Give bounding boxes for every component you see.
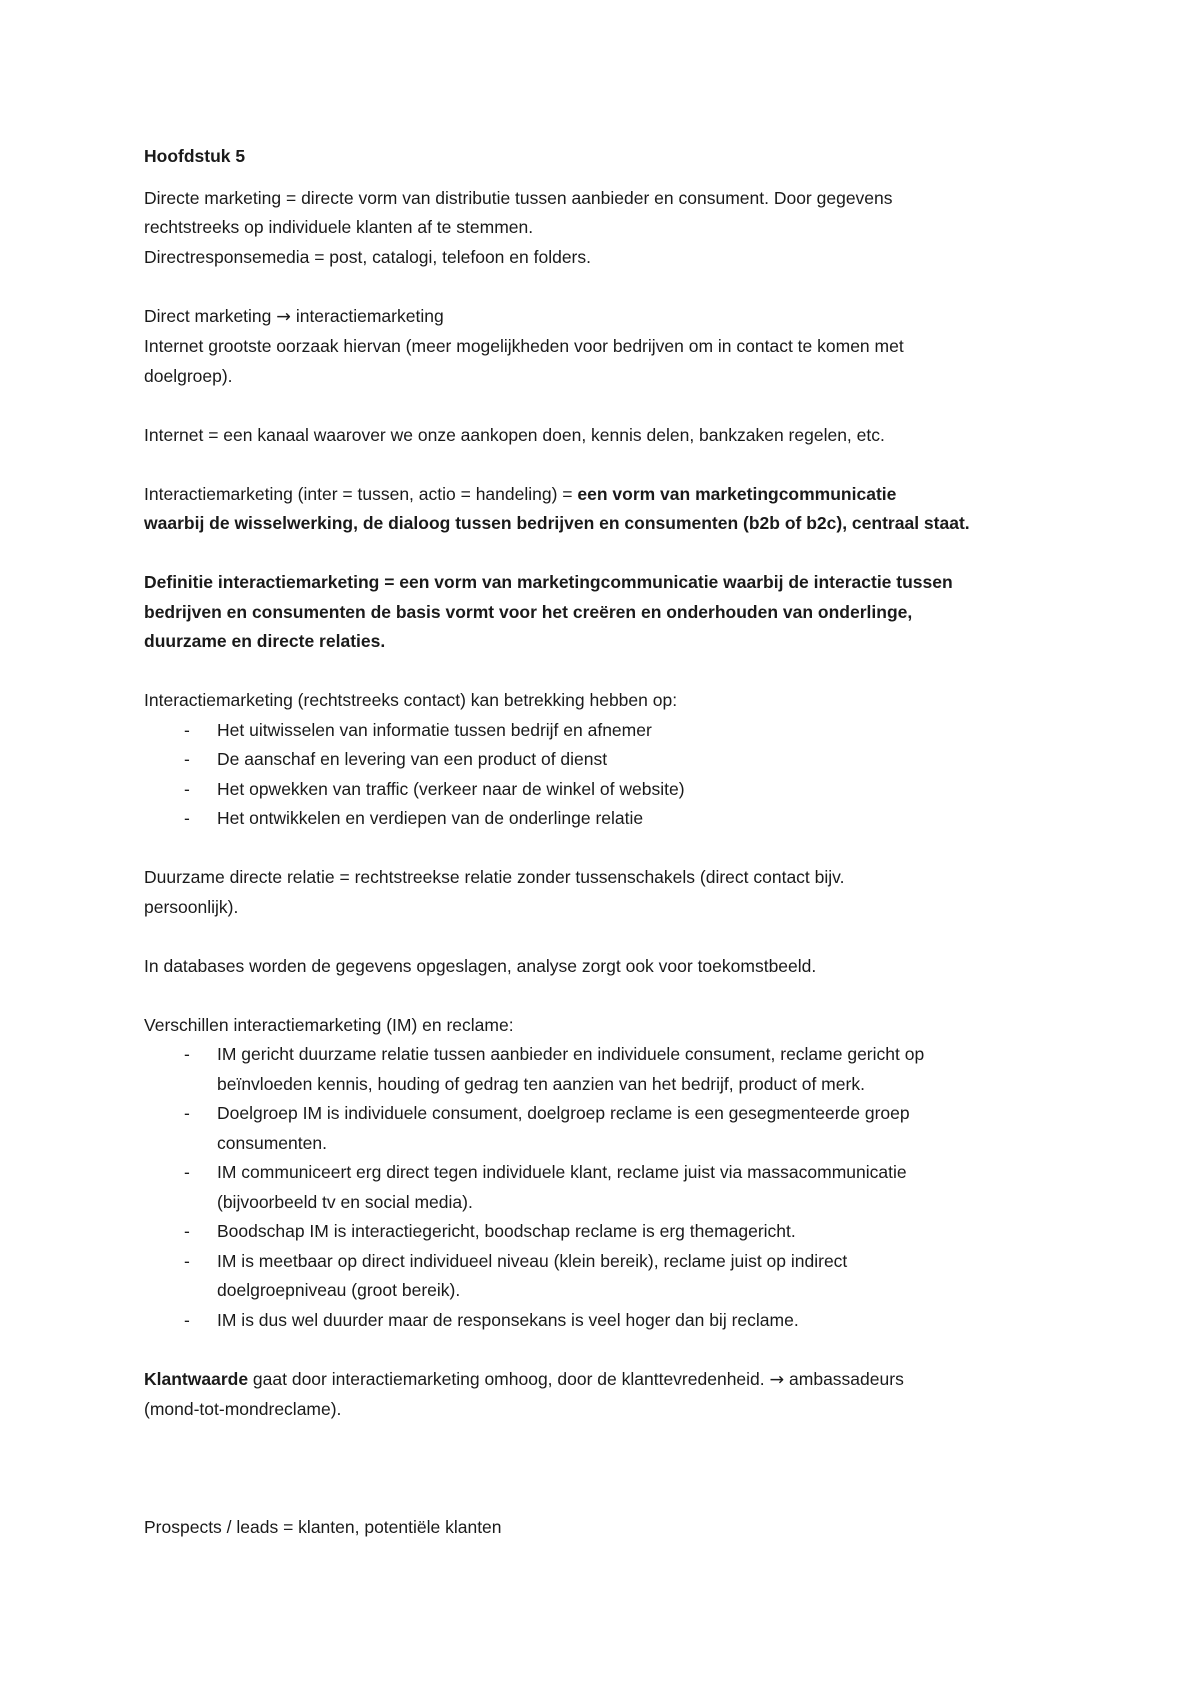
list-item-line: consumenten. [217,1132,327,1153]
list-item-text: Het ontwikkelen en verdiepen van de onderlinge relatie [217,808,644,828]
dash-bullet: - [184,1162,190,1182]
paragraph-definition [144,568,1100,657]
arrow-right-icon: → [769,1369,785,1390]
list-item-line: Boodschap IM is interactiegericht, boodschap reclame is erg themagericht. [217,1221,796,1241]
paragraph-prospects: Prospects / leads = klanten, potentiële klanten [144,1516,502,1537]
list-item [144,1158,1100,1217]
bold-text-line: waarbij de wisselwerking, de dialoog tussen bedrijven en consumenten (b2b of b2c), centraal staat. [144,513,970,533]
list-item [144,1099,1100,1158]
text-line: (mond-tot-mondreclame). [144,1399,342,1419]
dash-bullet: - [184,808,190,828]
dash-bullet: - [184,1309,190,1330]
spacer [144,172,1100,184]
paragraph-duurzame-relatie [144,863,1100,922]
paragraph-contact-list [144,686,1100,834]
text-span: interactiemarketing [295,305,444,326]
paragraph-im-vs-reclame [144,1011,1100,1336]
dash-bullet: - [184,1103,190,1123]
paragraph-direct-to-interaction [144,302,1100,392]
list-item [144,716,1100,746]
text-span: Direct marketing [144,305,272,326]
text-line: rechtstreeks op individuele klanten af te stemmen. [144,217,534,237]
spacer [144,539,1100,569]
chapter-heading: Hoofdstuk 5 [144,146,246,166]
text-line: Definitie interactiemarketing = een vorm van marketingcommunicatie waarbij de interactie tussen [144,572,953,592]
text-line: bedrijven en consumenten de basis vormt voor het creëren en onderhouden van onderlinge, [144,601,913,622]
bold-text: Klantwaarde [144,1368,249,1389]
text-line: doelgroep). [144,365,233,386]
list-item-line: beïnvloeden kennis, houding of gedrag ten aanzien van het bedrijf, product of merk. [217,1073,865,1094]
dash-list [144,1040,1100,1335]
text-line [144,480,1100,510]
dash-bullet: - [184,1221,190,1241]
list-item [144,1247,1100,1306]
dash-bullet: - [184,1044,190,1064]
paragraph-direct-marketing [144,184,1100,273]
list-item-text: Het opwekken van traffic (verkeer naar de winkel of website) [217,778,685,799]
paragraph-databases: In databases worden de gegevens opgeslagen, analyse zorgt ook voor toekomstbeeld. [144,955,817,976]
list-intro: Interactiemarketing (rechtstreeks contact) kan betrekking hebben op: [144,690,678,710]
spacer [144,981,1100,1011]
text-line: duurzame en directe relaties. [144,631,386,651]
spacer [144,391,1100,421]
list-item [144,1306,1100,1336]
list-item-line: IM is meetbaar op direct individueel niveau (klein bereik), reclame juist op indirect [217,1250,848,1271]
bold-text: een vorm van marketingcommunicatie [577,483,897,504]
list-item-line: Doelgroep IM is individuele consument, doelgroep reclame is een gesegmenteerde groep [217,1103,910,1123]
text-line [144,302,1100,333]
list-item-line: doelgroepniveau (groot bereik). [217,1280,461,1300]
spacer [144,657,1100,687]
dash-list [144,716,1100,834]
list-intro: Verschillen interactiemarketing (IM) en reclame: [144,1014,514,1035]
spacer [144,450,1100,480]
dash-bullet: - [184,1250,190,1271]
paragraph-internet: Internet = een kanaal waarover we onze aankopen doen, kennis delen, bankzaken regelen, etc. [144,424,885,445]
dash-bullet: - [184,778,190,799]
spacer [144,272,1100,302]
text-line [144,1365,1100,1396]
text-line: Internet grootste oorzaak hiervan (meer mogelijkheden voor bedrijven om in contact te komen met [144,336,904,356]
list-item-line: IM is dus wel duurder maar de responsekans is veel hoger dan bij reclame. [217,1309,799,1330]
paragraph-interactiemarketing [144,480,1100,539]
list-item [144,745,1100,775]
spacer [144,922,1100,952]
list-item-text: Het uitwisselen van informatie tussen bedrijf en afnemer [217,719,652,740]
spacer [144,834,1100,864]
dash-bullet: - [184,749,190,769]
arrow-right-icon: → [276,306,291,327]
text-span: Interactiemarketing (inter = tussen, actio = handeling) = [144,483,578,504]
spacer [144,1425,1100,1513]
list-item [144,1040,1100,1099]
list-item-line: (bijvoorbeeld tv en social media). [217,1191,473,1212]
list-item-line: IM gericht duurzame relatie tussen aanbieder en individuele consument, reclame gericht op [217,1044,925,1064]
text-span: gaat door interactiemarketing omhoog, door de klanttevredenheid. [248,1368,770,1389]
list-item [144,1217,1100,1247]
list-item-text: De aanschaf en levering van een product of dienst [217,749,608,769]
text-line: Duurzame directe relatie = rechtstreekse relatie zonder tussenschakels (direct contact bijv. [144,867,845,887]
text-line: Directresponsemedia = post, catalogi, telefoon en folders. [144,246,591,267]
list-item-line: IM communiceert erg direct tegen individuele klant, reclame juist via massacommunicatie [217,1162,907,1182]
dash-bullet: - [184,719,190,740]
text-line: Directe marketing = directe vorm van distributie tussen aanbieder en consument. Door gegevens [144,187,893,208]
list-item [144,775,1100,805]
list-item [144,804,1100,834]
text-line: persoonlijk). [144,896,239,917]
spacer [144,1335,1100,1365]
paragraph-klantwaarde [144,1365,1100,1425]
text-span: ambassadeurs [784,1368,904,1389]
